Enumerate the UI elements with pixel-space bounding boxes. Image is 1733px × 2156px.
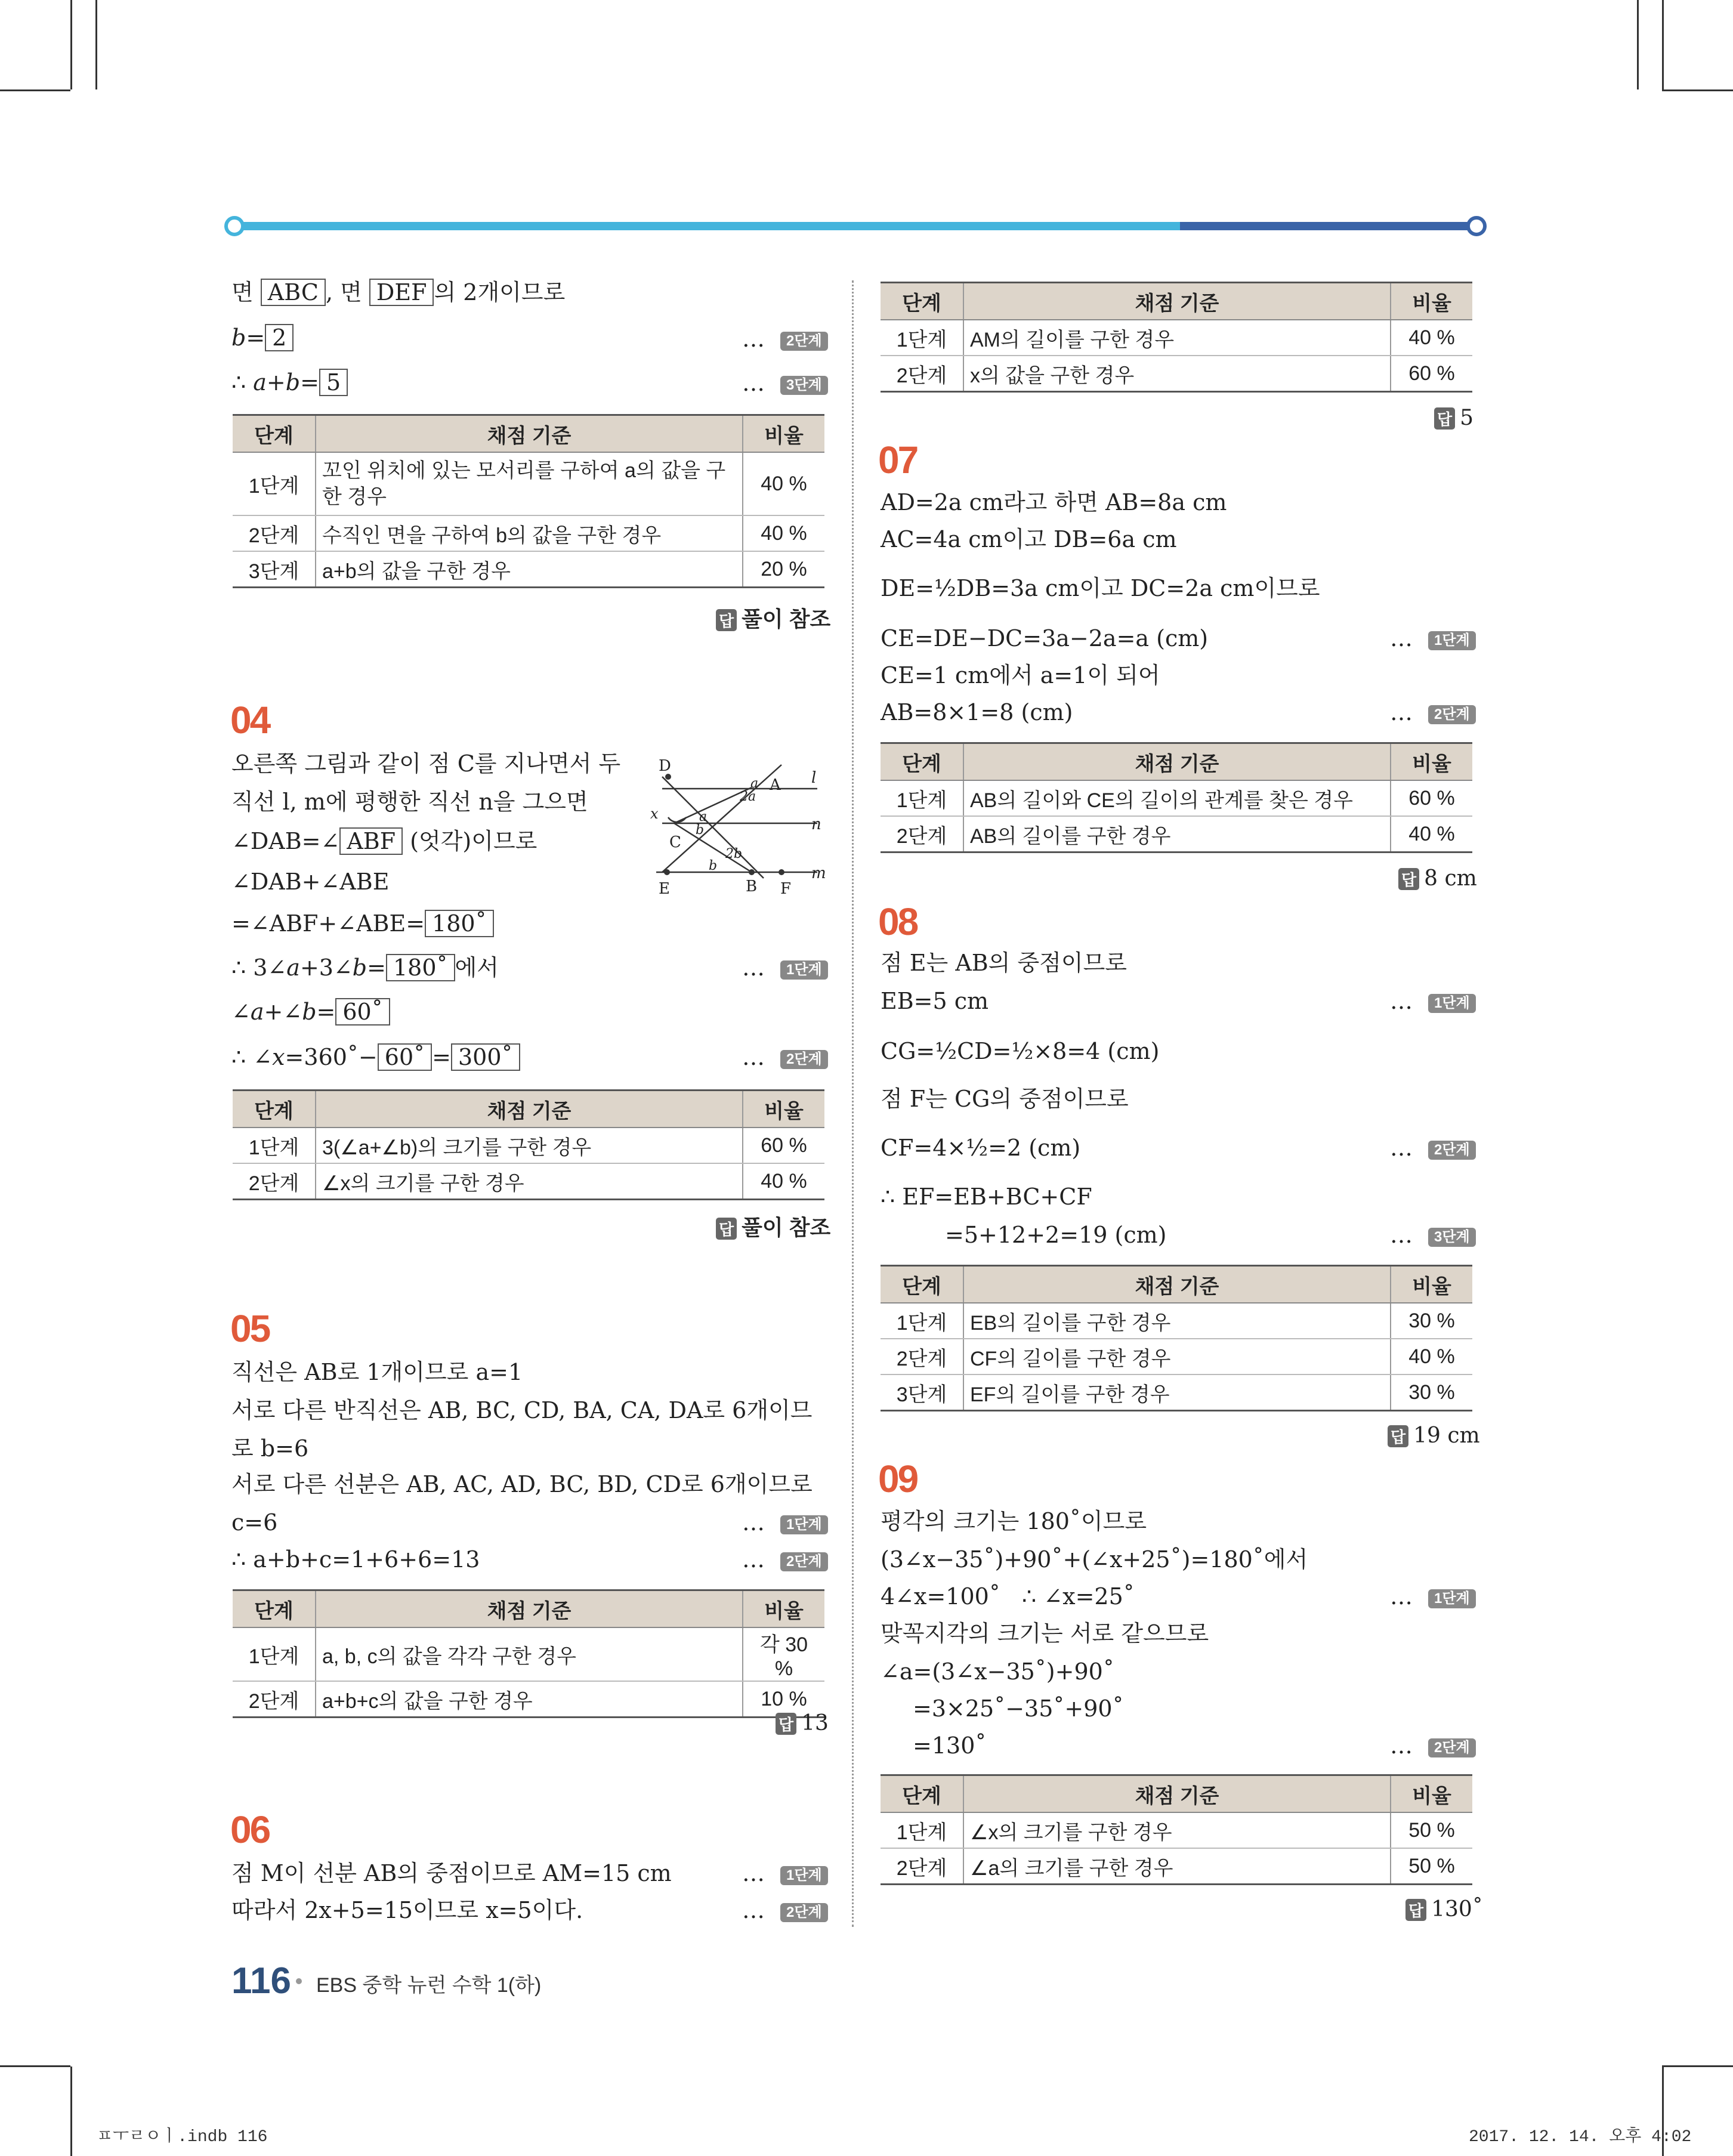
answer: 답 풀이 참조 — [716, 1211, 830, 1241]
text-line: ∴ EF=EB+BC+CF — [881, 1184, 1092, 1210]
text-line: ∴ 3∠a+3∠b= 180˚ 에서 — [231, 955, 499, 981]
text-line: 서로 다른 선분은 AB, AC, AD, BC, BD, CD로 6개이므로 — [231, 1471, 813, 1497]
bullet-dot — [296, 1978, 302, 1984]
answer: 답 130˚ — [1405, 1897, 1483, 1922]
text-line: 점 M이 선분 AB의 중점이므로 AM=15 cm — [231, 1860, 672, 1886]
text-line: =130˚ — [913, 1732, 987, 1759]
fig-label-b: B — [746, 878, 758, 895]
text-line: =5+12+2=19 (cm) — [945, 1222, 1167, 1248]
header-bar — [225, 220, 1478, 233]
fig-label-l: l — [811, 769, 817, 787]
grading-table-04: 단계 채점 기준 비율 1단계 3(∠a+∠b)의 크기를 구한 경우 60 % 2단계 ∠x의 크기를 구한 경우 40 % — [233, 1089, 824, 1200]
crop-mark — [1662, 0, 1664, 89]
fig-label-a2: a — [699, 810, 708, 824]
step-marker: … 2단계 — [742, 326, 828, 352]
step-marker: … 1단계 — [1390, 625, 1476, 651]
crop-mark — [1662, 2065, 1733, 2067]
crop-mark — [0, 2065, 70, 2067]
problem-number: 06 — [230, 1808, 270, 1851]
crop-mark — [95, 0, 97, 89]
answer: 답 13 — [776, 1711, 829, 1735]
crop-mark — [1637, 0, 1639, 89]
footer-date: 2017. 12. 14. 오후 4:02 — [1469, 2128, 1692, 2146]
text-line: ∴ ∠x=360˚− 60˚ = 300˚ — [231, 1043, 520, 1071]
grading-table-03: 단계 채점 기준 비율 1단계 꼬인 위치에 있는 모서리를 구하여 a의 값을 구한 경우 40 % 2단계 수직인 면을 구하여 b의 값을 구한 경우 40 % 3단계 a+b의 값을 구한 경우 20 % — [233, 414, 824, 588]
text-line: b= 2 — [231, 323, 294, 352]
text-line: AC=4a cm이고 DB=6a cm — [881, 526, 1177, 552]
text-line: ∴ a+b= 5 — [231, 368, 348, 397]
text-line: c=6 — [231, 1509, 278, 1536]
answer: 답 8 cm — [1398, 866, 1477, 891]
grading-table-05: 단계 채점 기준 비율 1단계 a, b, c의 값을 각각 구한 경우 각 30 % 2단계 a+b+c의 값을 구한 경우 10 % — [233, 1589, 824, 1718]
fig-label-b2: b — [709, 858, 718, 873]
problem-number: 09 — [878, 1457, 918, 1500]
step-marker: … 2단계 — [742, 1897, 828, 1923]
crop-mark — [70, 0, 72, 89]
text-line: =∠ABF+∠ABE= 180˚ — [231, 909, 494, 938]
text-line: 따라서 2x+5=15이므로 x=5이다. — [231, 1897, 583, 1923]
crop-mark — [70, 2067, 72, 2156]
answer: 답 19 cm — [1388, 1423, 1480, 1448]
step-marker: … 1단계 — [1390, 988, 1476, 1014]
text-line: ∠DAB+∠ABE — [231, 869, 390, 895]
text-line: ∠a+∠b= 60˚ — [231, 997, 390, 1026]
fig-label-b1: b — [696, 823, 705, 838]
text-line: AD=2a cm라고 하면 AB=8a cm — [881, 489, 1227, 515]
fig-label-m: m — [811, 864, 826, 882]
crop-mark — [1662, 89, 1733, 91]
grading-table-07: 단계 채점 기준 비율 1단계 AB의 길이와 CE의 길이의 관계를 찾은 경우 60 % 2단계 AB의 길이를 구한 경우 40 % — [881, 742, 1472, 853]
step-marker: … 1단계 — [1390, 1583, 1476, 1610]
answer: 답 5 — [1434, 406, 1473, 430]
fig-label-n: n — [811, 816, 821, 833]
fig-label-a: A — [770, 776, 781, 794]
text-line: CE=1 cm에서 a=1이 되어 — [881, 662, 1160, 688]
grading-table-08: 단계 채점 기준 비율 1단계 EB의 길이를 구한 경우 30 % 2단계 CF의 길이를 구한 경우 40 % 3단계 EF의 길이를 구한 경우 30 % — [881, 1265, 1472, 1411]
fig-label-c: C — [669, 833, 681, 851]
text-line: 면 ABC , 면 DEF 의 2개이므로 — [231, 279, 566, 305]
problem-number: 08 — [878, 900, 918, 943]
fig-label-d: D — [659, 757, 671, 775]
step-marker: … 1단계 — [742, 1509, 828, 1536]
text-line: 로 b=6 — [231, 1435, 309, 1462]
text-line: =3×25˚−35˚+90˚ — [913, 1695, 1124, 1722]
text-line: 4∠x=100˚ ∴ ∠x=25˚ — [881, 1583, 1135, 1610]
text-line: (3∠x−35˚)+90˚+(∠x+25˚)=180˚에서 — [881, 1546, 1308, 1573]
crop-mark — [0, 89, 70, 91]
problem-number: 05 — [230, 1307, 270, 1350]
text-line: 점 E는 AB의 중점이므로 — [881, 950, 1127, 976]
parallel-lines-figure — [644, 753, 835, 902]
footer-file: ㅍㅜㄹㅇㅣ.indb 116 — [97, 2128, 268, 2146]
text-line: 서로 다른 반직선은 AB, BC, CD, BA, CA, DA로 6개이므 — [231, 1397, 813, 1423]
page-number: 116 — [231, 1960, 292, 2001]
fig-label-2b: 2b — [725, 847, 743, 861]
fig-label-x: x — [650, 805, 659, 822]
text-line: ∴ a+b+c=1+6+6=13 — [231, 1546, 480, 1573]
text-line: 직선 l, m에 평행한 직선 n을 그으면 — [231, 789, 588, 815]
text-line: 평각의 크기는 180˚이므로 — [881, 1508, 1147, 1534]
fig-label-2a: 2a — [740, 789, 756, 804]
text-line: ∠a=(3∠x−35˚)+90˚ — [881, 1658, 1114, 1685]
text-line: ∠DAB=∠ ABF (엇각)이므로 — [231, 828, 537, 854]
text-line: DE=½DB=3a cm이고 DC=2a cm이므로 — [881, 575, 1320, 601]
problem-number: 04 — [230, 699, 270, 742]
text-line: AB=8×1=8 (cm) — [881, 699, 1073, 725]
text-line: CF=4×½=2 (cm) — [881, 1135, 1081, 1161]
step-marker: … 1단계 — [742, 1860, 828, 1886]
text-line: 점 F는 CG의 중점이므로 — [881, 1086, 1129, 1112]
text-line: CE=DE−DC=3a−2a=a (cm) — [881, 625, 1209, 651]
step-marker: … 3단계 — [742, 370, 828, 396]
text-line: CG=½CD=½×8=4 (cm) — [881, 1038, 1160, 1064]
grading-table-06: 단계 채점 기준 비율 1단계 AM의 길이를 구한 경우 40 % 2단계 x의 값을 구한 경우 60 % — [881, 282, 1472, 393]
text-line: EB=5 cm — [881, 988, 989, 1014]
step-marker: … 2단계 — [1390, 1732, 1476, 1759]
answer: 답 풀이 참조 — [716, 603, 830, 633]
grading-table-09: 단계 채점 기준 비율 1단계 ∠x의 크기를 구한 경우 50 % 2단계 ∠a의 크기를 구한 경우 50 % — [881, 1774, 1472, 1885]
step-marker: … 2단계 — [742, 1546, 828, 1573]
step-marker: … 2단계 — [742, 1044, 828, 1070]
step-marker: … 1단계 — [742, 955, 828, 981]
fig-label-f: F — [780, 880, 792, 898]
step-marker: … 3단계 — [1390, 1222, 1476, 1248]
text-line: 맞꼭지각의 크기는 서로 같으므로 — [881, 1620, 1209, 1647]
text-line: 직선은 AB로 1개이므로 a=1 — [231, 1359, 523, 1385]
problem-number: 07 — [878, 438, 918, 481]
column-divider — [852, 280, 854, 1927]
step-marker: … 2단계 — [1390, 1135, 1476, 1161]
text-line: 오른쪽 그림과 같이 점 C를 지나면서 두 — [231, 750, 621, 777]
step-marker: … 2단계 — [1390, 699, 1476, 725]
fig-label-e: E — [659, 880, 670, 898]
fig-label-a1: a — [750, 776, 759, 791]
book-title: EBS 중학 뉴런 수학 1(하) — [316, 1974, 542, 1997]
